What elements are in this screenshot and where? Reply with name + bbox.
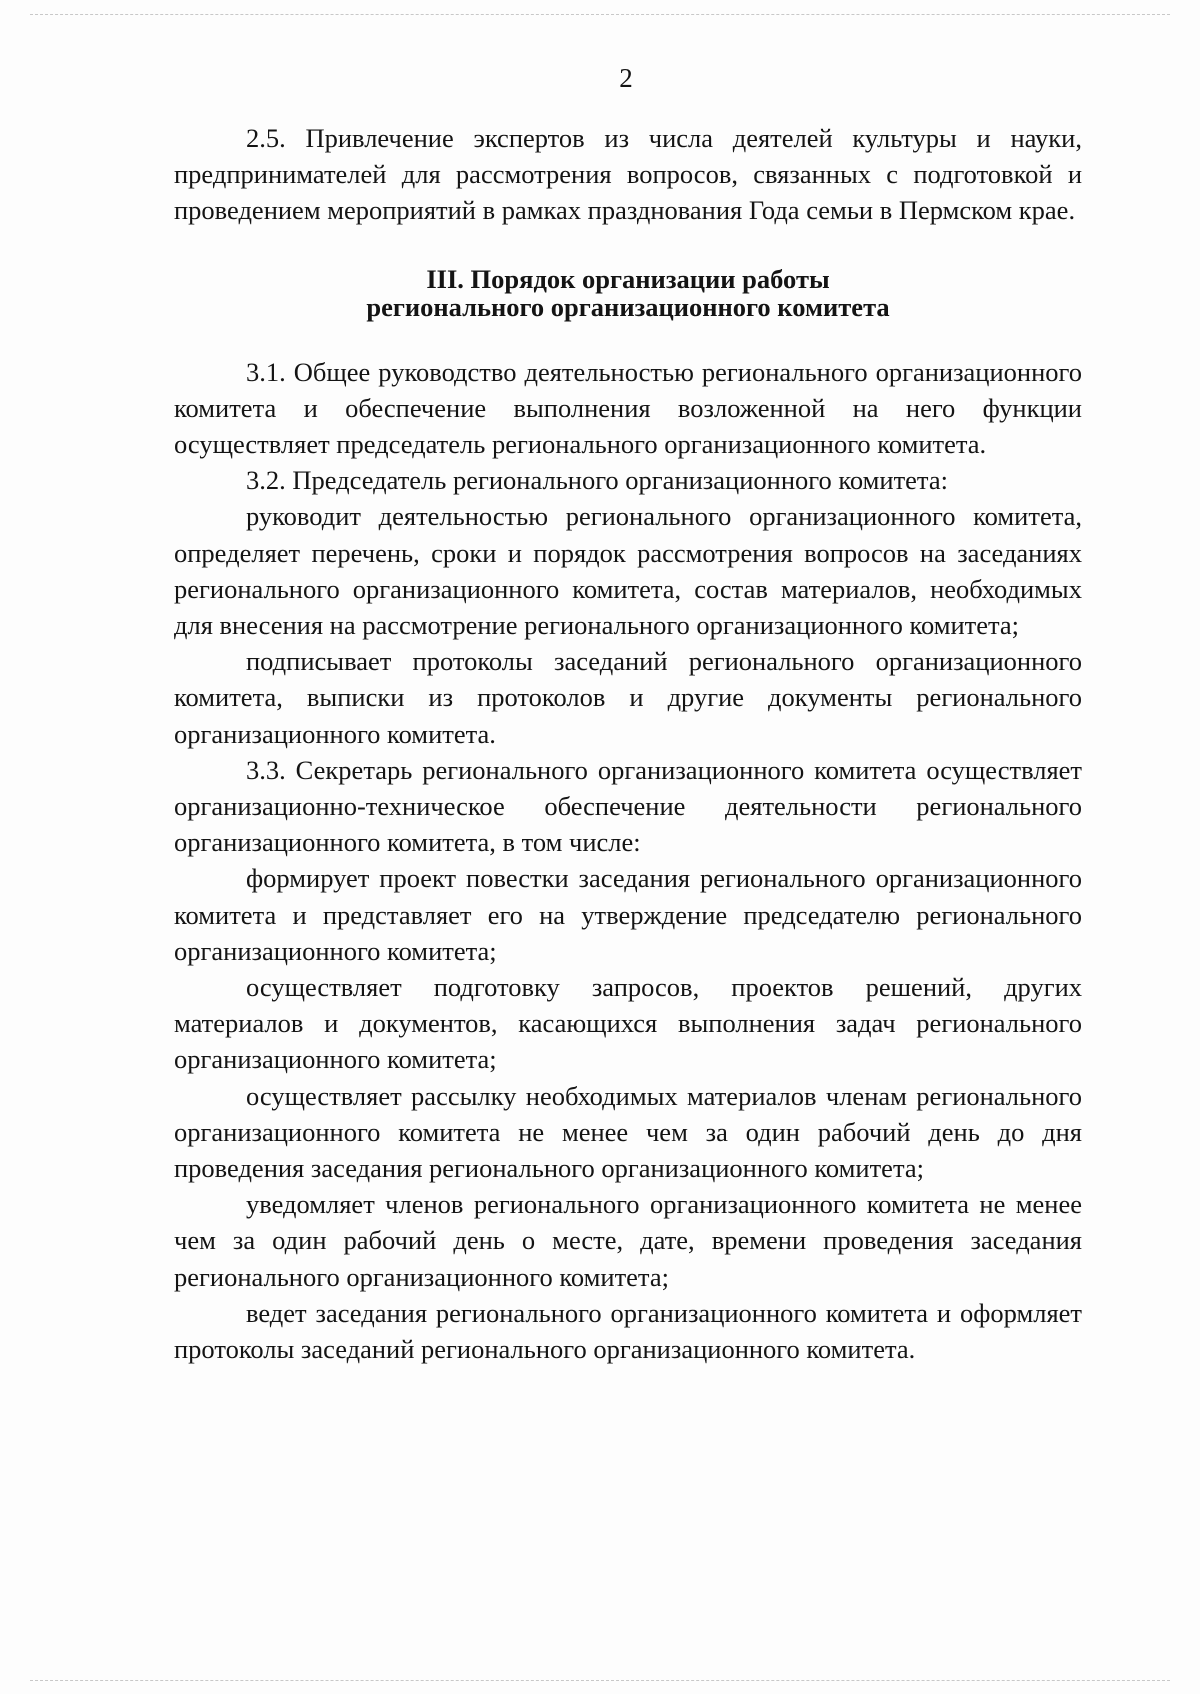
page-number: 2: [619, 63, 633, 93]
paragraph-3-3-item-5: ведет заседания регионального организационного комитета и оформляет протоколы заседаний регионального организационного комитета.: [174, 1297, 1082, 1365]
section-heading: [174, 265, 1082, 321]
scan-artifact-top: [30, 14, 1170, 16]
paragraph-3-1: 3.1. Общее руководство деятельностью регионального организационного комитета и обеспечение выполнения возложенной на него функции осуществляет председатель регионального организационного комитета.: [174, 356, 1082, 460]
paragraph-3-3-item-4: уведомляет членов регионального организационного комитета не менее чем за один рабочий день о месте, дате, времени проведения заседания регионального организационного комитета;: [174, 1189, 1082, 1292]
section-heading-line1: III. Порядок организации работы: [426, 263, 830, 294]
paragraph-2-5: 2.5. Привлечение экспертов из числа деятелей культуры и науки, предпринимателей для рассмотрения вопросов, связанных с подготовкой и проведением мероприятий в рамках празднования Года семьи в Пермском крае.: [174, 123, 1082, 226]
paragraph-3-3-item-3: осуществляет рассылку необходимых материалов членам регионального организационного комитета не менее чем за один рабочий день до дня проведения заседания регионального организационного комитета;: [174, 1080, 1082, 1184]
paragraph-3-2-item-2: подписывает протоколы заседаний регионального организационного комитета, выписки из протоколов и другие документы регионального организационного комитета.: [174, 646, 1082, 749]
paragraph-3-2: 3.2. Председатель регионального организационного комитета:: [246, 465, 948, 496]
document-body: [174, 120, 1082, 1367]
paragraph-3-3-item-2: осуществляет подготовку запросов, проектов решений, других материалов и документов, касающихся выполнения задач регионального организационного комитета;: [174, 972, 1082, 1075]
section-heading-line2: регионального организационного комитета: [366, 291, 890, 322]
scan-artifact-bottom: [30, 1680, 1170, 1682]
paragraph-3-3-item-1: формирует проект повестки заседания регионального организационного комитета и представляет его на утверждение председателю регионального организационного комитета;: [174, 863, 1082, 966]
paragraph-3-2-item-1: руководит деятельностью регионального организационного комитета, определяет перечень, сроки и порядок рассмотрения вопросов на заседаниях регионального организационного комитета, состав материалов, необходимых для внесения на рассмотрение регионального организационного комитета;: [174, 501, 1082, 641]
paragraph-3-3: 3.3. Секретарь регионального организационного комитета осуществляет организационно-техническое обеспечение деятельности регионального организационного комитета, в том числе:: [174, 754, 1082, 858]
